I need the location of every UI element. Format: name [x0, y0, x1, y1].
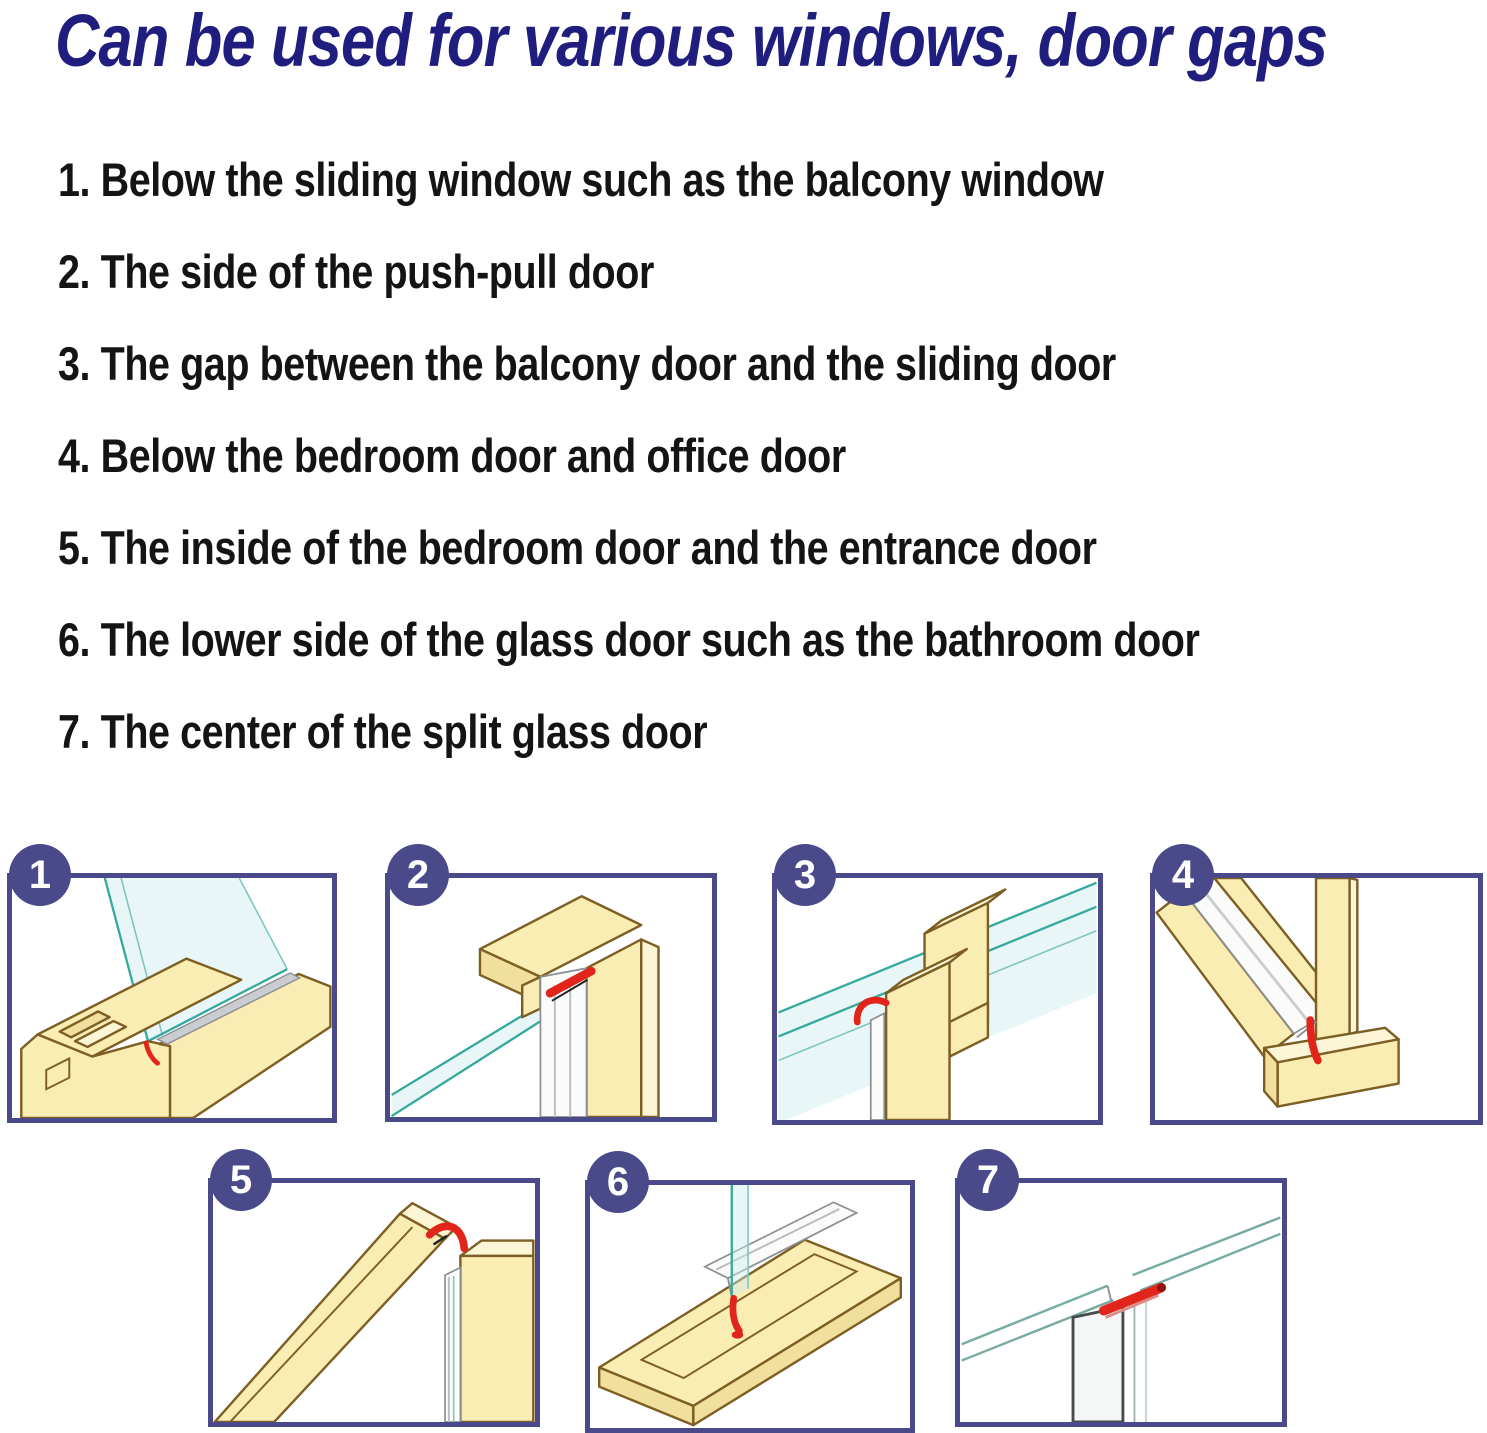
wood-door-jamb [460, 1241, 533, 1422]
balcony-sliding-door-gap-illustration [777, 878, 1098, 1120]
panel-glass-door-lower [585, 1159, 915, 1433]
push-pull-door-side-illustration [390, 878, 712, 1117]
bedroom-entrance-door-inside-illustration [213, 1183, 535, 1422]
panel-number-badge: 5 [210, 1149, 272, 1211]
glass-door-lower-side-illustration [590, 1185, 910, 1428]
page-title: Can be used for various windows, door gaps [55, 0, 1328, 82]
wood-door-edge [215, 1203, 457, 1422]
seal-strip-tip [1157, 1283, 1166, 1292]
list-item: 4. Below the bedroom door and office door [58, 429, 846, 482]
wood-door-posts [886, 890, 1005, 1120]
panel-number-badge: 7 [957, 1149, 1019, 1211]
panel-push-pull-door [385, 852, 717, 1122]
list-item: 2. The side of the push-pull door [58, 245, 654, 298]
glass-pane [392, 1000, 557, 1117]
list-item: 5. The inside of the bedroom door and the entrance door [58, 521, 1097, 574]
split-glass-door-center-illustration [960, 1183, 1282, 1422]
panel-number-badge: 1 [9, 844, 71, 906]
glass-pane [1073, 1300, 1146, 1422]
list-item: 7. The center of the split glass door [58, 705, 708, 758]
panel-number-badge: 6 [587, 1151, 649, 1213]
seal-channel-strip [871, 1013, 884, 1120]
panel-number-badge: 4 [1152, 844, 1214, 906]
panel-bedroom-entrance-door [208, 1157, 540, 1427]
panel-sliding-window [7, 852, 337, 1123]
glass-pane [732, 1185, 749, 1296]
panel-number-badge: 2 [387, 844, 449, 906]
use-case-list [58, 153, 1478, 800]
sliding-window-bottom-track-illustration [12, 878, 332, 1118]
panel-bedroom-office-door [1150, 852, 1483, 1125]
list-item: 6. The lower side of the glass door such as the bathroom door [58, 613, 1200, 666]
bedroom-office-door-bottom-illustration [1155, 878, 1478, 1120]
seal-strip-red-base [732, 1331, 744, 1339]
list-item: 3. The gap between the balcony door and the sliding door [58, 337, 1116, 390]
panel-number-badge: 3 [774, 844, 836, 906]
panel-split-glass-door [955, 1157, 1287, 1427]
panel-balcony-sliding-gap [772, 852, 1103, 1125]
door-gap-strip [445, 1267, 460, 1422]
list-item: 1. Below the sliding window such as the balcony window [58, 153, 1104, 206]
